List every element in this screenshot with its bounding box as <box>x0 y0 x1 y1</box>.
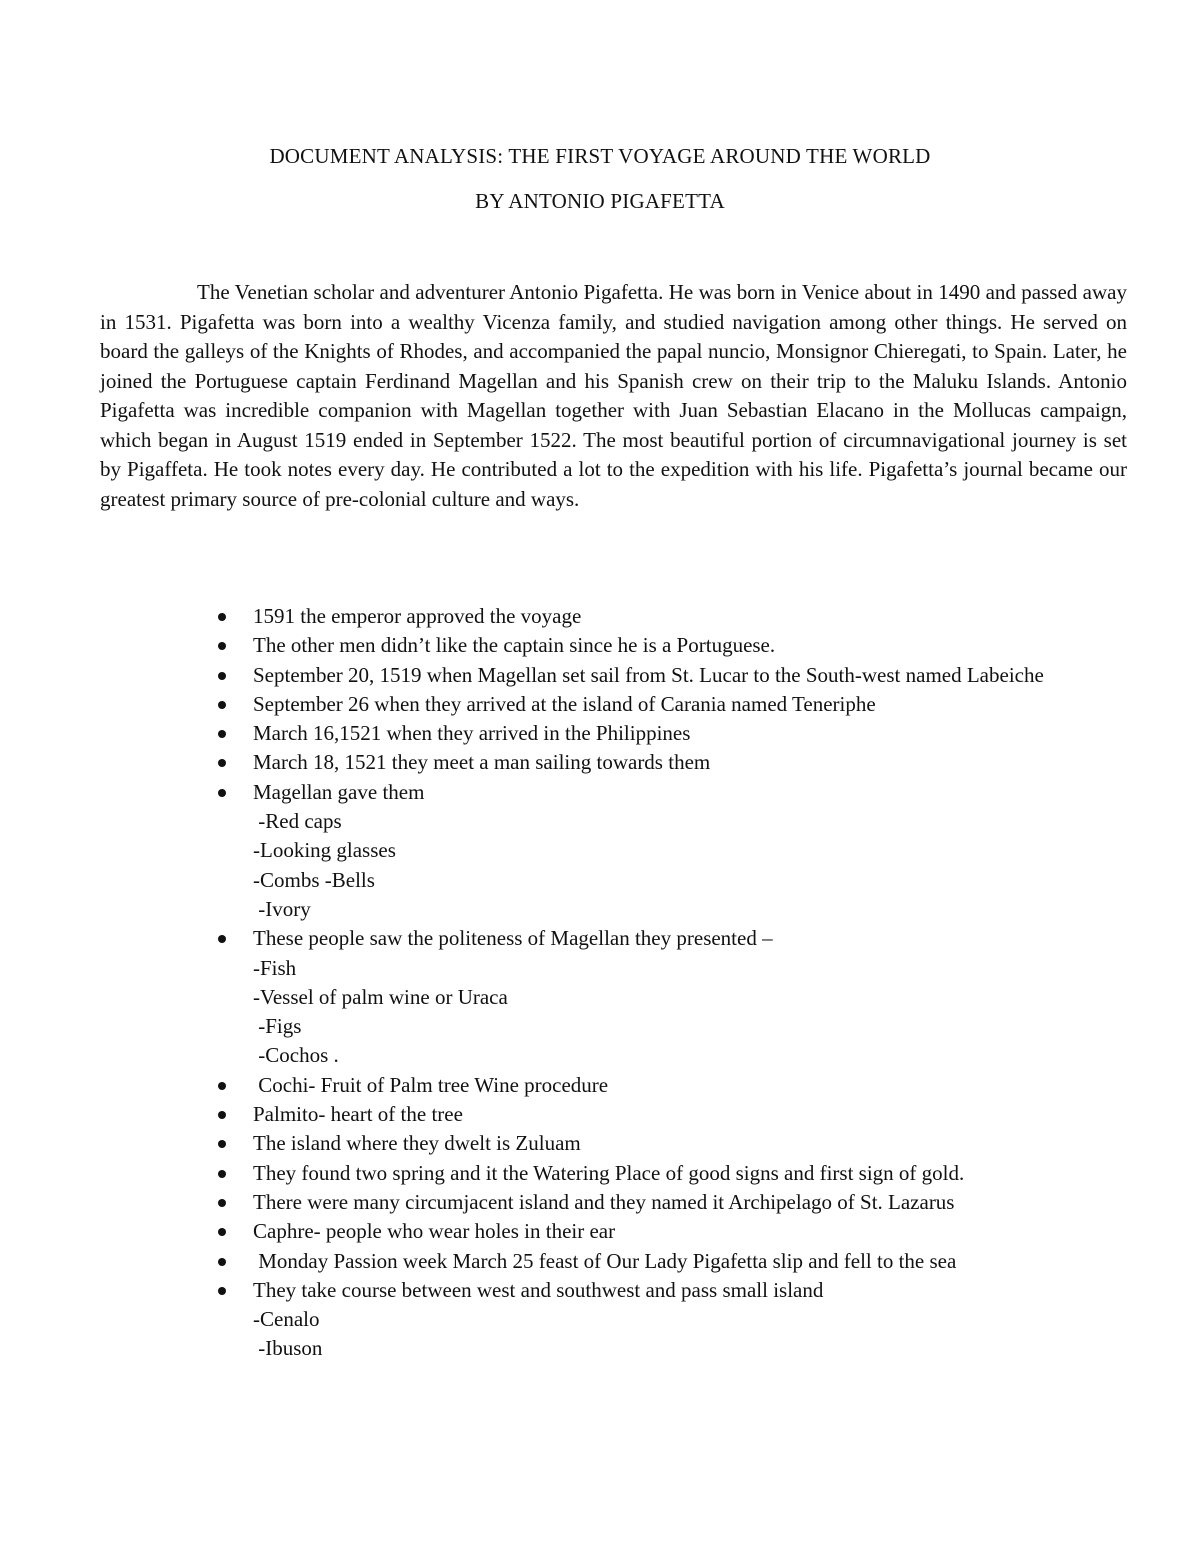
bullet-list <box>0 602 1200 1364</box>
list-item-text: Palmito- heart of the tree <box>253 1102 463 1127</box>
list-item <box>0 1071 1200 1100</box>
list-item <box>0 602 1200 631</box>
list-item-text: March 18, 1521 they meet a man sailing towards them <box>253 750 711 775</box>
list-item <box>0 661 1200 690</box>
list-item-text: They found two spring and it the Watering Place of good signs and first sign of gold. <box>253 1160 965 1185</box>
list-sub-item: -Cenalo <box>253 1307 320 1332</box>
list-item <box>0 1276 1200 1364</box>
list-item <box>0 748 1200 777</box>
list-sub-item: -Ibuson <box>253 1336 323 1361</box>
list-item <box>0 690 1200 719</box>
list-item-text: The other men didn’t like the captain since he is a Portuguese. <box>253 633 776 658</box>
list-sub-item: -Fish <box>253 955 297 980</box>
list-item <box>0 1217 1200 1246</box>
list-item-text: The island where they dwelt is Zuluam <box>253 1131 581 1156</box>
list-sub-item: -Ivory <box>253 896 311 921</box>
list-item-text: 1591 the emperor approved the voyage <box>253 604 582 628</box>
list-item-text: Cochi- Fruit of Palm tree Wine procedure <box>253 1072 609 1097</box>
list-sub-item: -Vessel of palm wine or Uraca <box>253 984 508 1009</box>
list-sub-item: -Looking glasses <box>253 838 396 863</box>
list-item <box>0 1129 1200 1158</box>
list-item <box>0 924 1200 1070</box>
document-title: DOCUMENT ANALYSIS: THE FIRST VOYAGE AROUND THE WORLD <box>269 144 931 168</box>
list-item <box>0 631 1200 660</box>
list-item-text: Monday Passion week March 25 feast of Our Lady Pigafetta slip and fell to the sea <box>253 1248 957 1273</box>
list-item <box>0 1159 1200 1188</box>
list-item-text: March 16,1521 when they arrived in the Philippines <box>253 721 691 746</box>
list-sub-item: -Cochos . <box>253 1043 339 1068</box>
list-sub-item: -Combs -Bells <box>253 867 375 892</box>
list-item-text: September 26 when they arrived at the island of Carania named Teneriphe <box>253 691 876 716</box>
list-item <box>0 719 1200 748</box>
list-item <box>0 1188 1200 1217</box>
list-sub-item: -Figs <box>253 1014 302 1039</box>
list-item <box>0 778 1200 924</box>
list-item <box>0 1100 1200 1129</box>
list-item-text: Caphre- people who wear holes in their ear <box>253 1219 616 1244</box>
list-sub-item: -Red caps <box>253 809 342 834</box>
intro-paragraph: The Venetian scholar and adventurer Antonio Pigafetta. He was born in Venice about in 1490 and passed away in 1531. Pigafetta was born into a wealthy Vicenza family, and studied navigation among other things. He served on board the galleys of the Knights of Rhodes, and accompanied the papal nuncio, Monsignor Chieregati, to Spain. Later, he joined the Portuguese captain Ferdinand Magellan and his Spanish crew on their trip to the Maluku Islands. Antonio Pigafetta was incredible companion with Magellan together with Juan Sebastian Elacano in the Mollucas campaign, which began in August 1519 ended in September 1522. The most beautiful portion of circumnavigational journey is set by Pigaffeta. He took notes every day. He contributed a lot to the expedition with his life. Pigafetta’s journal became our greatest primary source of pre-colonial culture and ways. <box>100 280 1127 511</box>
list-item-text: Magellan gave them <box>253 779 425 804</box>
list-item <box>0 1247 1200 1276</box>
list-item-text: There were many circumjacent island and they named it Archipelago of St. Lazarus <box>253 1189 955 1214</box>
document-author: BY ANTONIO PIGAFETTA <box>475 189 725 213</box>
list-item-text: September 20, 1519 when Magellan set sail from St. Lucar to the South-west named Labeiche <box>253 662 1044 687</box>
list-item-text: These people saw the politeness of Magellan they presented – <box>253 926 773 951</box>
list-item-text: They take course between west and southwest and pass small island <box>253 1277 824 1302</box>
